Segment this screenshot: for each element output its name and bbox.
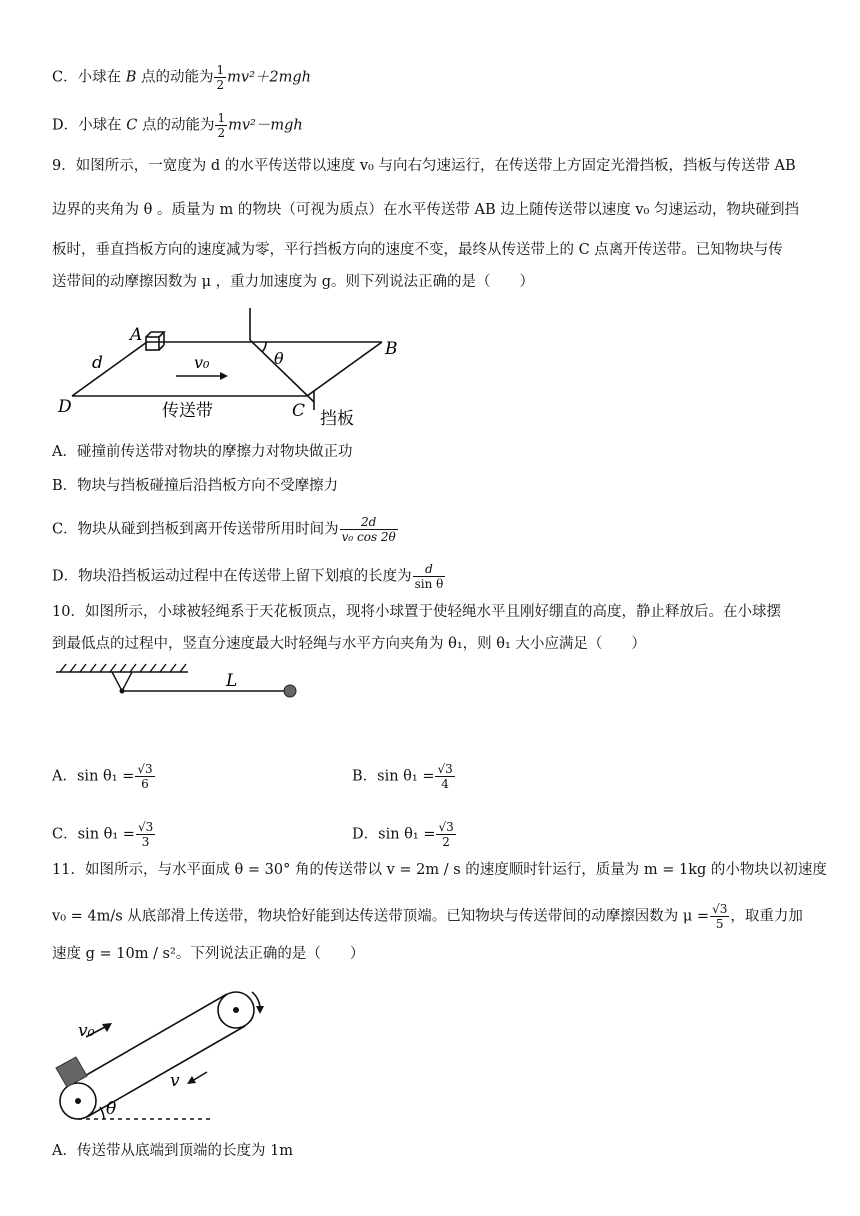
q8-option-c: C．小球在 B 点的动能为 $\frac{1}{2}$ mv²＋2mgh [52, 63, 311, 92]
q11-option-a: A．传送带从底端到顶端的长度为 1m [52, 1143, 294, 1159]
q9-conveyor-figure [52, 304, 412, 430]
q10-stem-line-2: 到最低点的过程中，竖直分速度最大时轻绳与水平方向夹角为 θ₁，则 θ₁ 大小应满足（ ） [52, 636, 646, 652]
fraction: $\frac{√3}{4}$ [437, 762, 453, 791]
fraction: $\frac{1}{2}$ [216, 63, 225, 92]
q9-stem-line-4: 送带间的动摩擦因数为 μ ，重力加速度为 g。则下列说法正确的是（ ） [52, 274, 535, 290]
q11-stem-line-1: 11．如图所示，与水平面成 θ = 30° 角的传送带以 v = 2m / s 的速度顺时针运行，质量为 m = 1kg 的小物块以初速度 [52, 862, 827, 878]
angle-theta-label: θ [106, 1099, 117, 1119]
velocity-v0-label: v₀ [194, 353, 210, 372]
q11-stem-line-3: 速度 g = 10m / s²。下列说法正确的是（ ） [52, 946, 365, 962]
q10-pendulum-figure [52, 662, 312, 708]
fraction: $\frac{√3}{3}$ [137, 820, 154, 849]
fraction: $\frac{1}{2}$ [217, 111, 226, 140]
q9-stem-line-2: 边界的夹角为 θ 。质量为 m 的物块（可视为质点）在水平传送带 AB 边上随传送带以速度 v₀ 匀速运动，物块碰到挡 [52, 202, 799, 218]
q11-incline-conveyor-figure [52, 980, 282, 1125]
q10-option-d: D．sin θ₁ = $\frac{√3}{2}$ [352, 820, 454, 849]
q10-stem-line-1: 10．如图所示，小球被轻绳系于天花板顶点，现将小球置于使轻绳水平且刚好绷直的高度，静止释放后。在小球摆 [52, 604, 781, 620]
length-l-label: L [226, 671, 238, 691]
width-d-label: d [92, 353, 103, 373]
point-b-label: B [385, 339, 398, 359]
fraction: $\frac{d}{\text{sin θ}}$ [414, 562, 444, 591]
q8-option-d: D．小球在 C 点的动能为 $\frac{1}{2}$ mv²－mgh [52, 111, 303, 140]
point-c-label: C [292, 401, 306, 421]
q10-option-a: A．sin θ₁ = $\frac{√3}{6}$ [52, 762, 153, 791]
q9-stem-line-3: 板时，垂直挡板方向的速度减为零，平行挡板方向的速度不变，最终从传送带上的 C 点离开传送带。已知物块与传 [52, 242, 783, 258]
q9-option-b: B．物块与挡板碰撞后沿挡板方向不受摩擦力 [52, 478, 339, 494]
q9-option-d: D．物块沿挡板运动过程中在传送带上留下划痕的长度为 $\frac{d}{\text{sin θ}}$ [52, 562, 444, 591]
q9-stem-line-1: 9．如图所示，一宽度为 d 的水平传送带以速度 v₀ 与向右匀速运行，在传送带上方固定光滑挡板，挡板与传送带 AB [52, 158, 796, 174]
belt-label: 传送带 [162, 401, 213, 421]
point-a-label: A [130, 325, 143, 345]
board-label: 挡板 [320, 409, 354, 429]
q9-option-a: A．碰撞前传送带对物块的摩擦力对物块做正功 [52, 444, 353, 460]
angle-theta-label: θ [274, 349, 284, 368]
q9-option-c: C．物块从碰到挡板到离开传送带所用时间为 $\frac{2d}{\text{v₀ cos 2θ}}$ [52, 515, 396, 544]
fraction: $\frac{2d}{\text{v₀ cos 2θ}}$ [341, 515, 396, 544]
fraction: $\frac{√3}{2}$ [438, 820, 454, 849]
point-d-label: D [58, 397, 72, 417]
fraction: $\frac{√3}{6}$ [137, 762, 153, 791]
q11-stem-line-2: v₀ = 4m/s 从底部滑上传送带，物块恰好能到达传送带顶端。已知物块与传送带间的动摩擦因数为 μ = $\frac{√3}{5}$ ，取重力加 [52, 902, 803, 931]
velocity-v-label: v [170, 1071, 180, 1091]
q10-option-b: B．sin θ₁ = $\frac{√3}{4}$ [352, 762, 453, 791]
fraction: $\frac{√3}{5}$ [712, 902, 728, 931]
q10-option-c: C．sin θ₁ = $\frac{√3}{3}$ [52, 820, 154, 849]
velocity-v0-label: v₀ [78, 1021, 95, 1041]
